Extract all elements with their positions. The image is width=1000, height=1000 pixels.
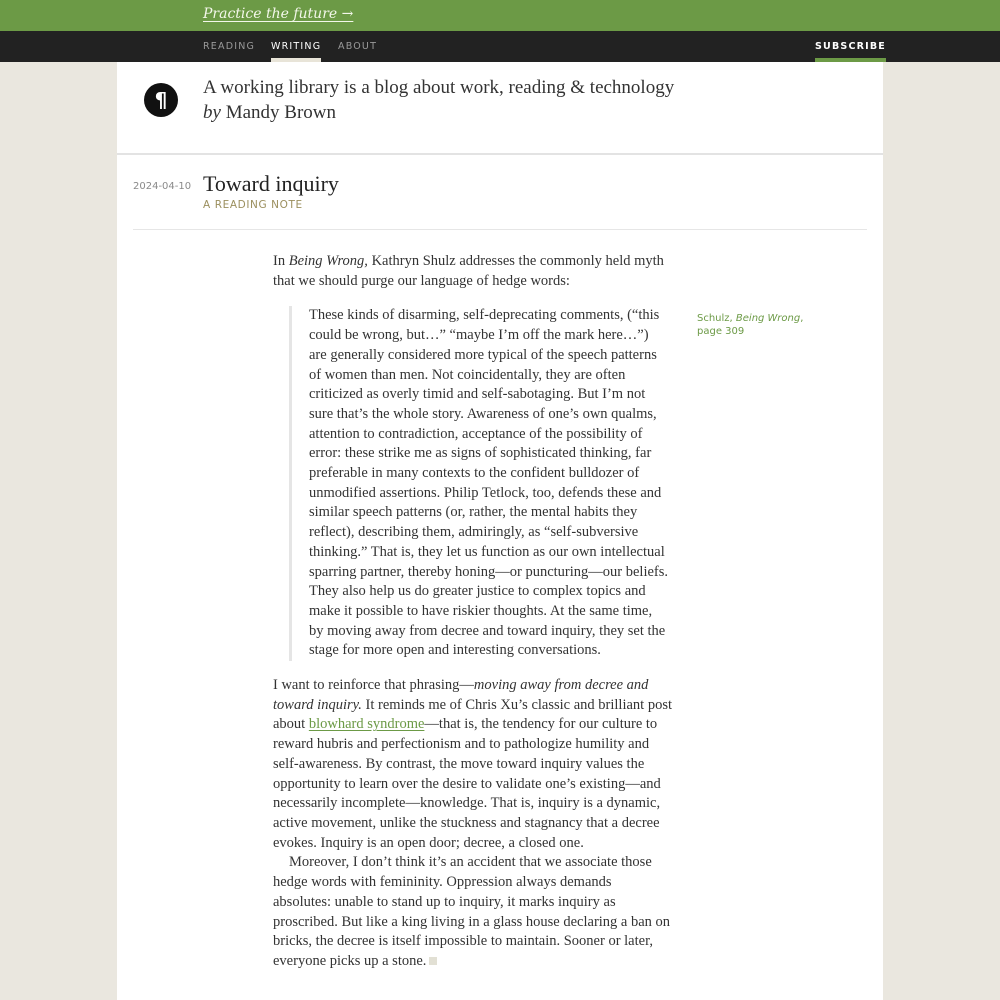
main-nav: [0, 31, 1000, 62]
end-mark-icon: [429, 957, 437, 965]
main-text-b: It reminds me of Chris Xu’s classic and brilliant post about: [273, 696, 672, 733]
pilcrow-logo-icon[interactable]: ¶: [144, 83, 178, 117]
paragraph-main: [273, 676, 673, 853]
post-header: [133, 155, 867, 230]
post-date: 2024-04-10: [133, 181, 192, 192]
citation-title: Being Wrong: [735, 313, 801, 324]
quote-citation: [697, 312, 827, 338]
practice-the-future-link[interactable]: Practice the future →: [203, 6, 354, 22]
citation-author: Schulz,: [697, 313, 736, 324]
promo-bar: [0, 0, 1000, 31]
intro-book-title: Being Wrong,: [288, 253, 368, 269]
intro-text-a: In: [273, 253, 289, 269]
masthead: [117, 62, 883, 155]
nav-reading[interactable]: READING: [203, 41, 256, 52]
paragraph-intro: [273, 252, 673, 291]
tagline-text: A working library is a blog about work, reading & technology: [203, 77, 675, 98]
nav-writing[interactable]: WRITING: [271, 31, 321, 62]
post-body: [273, 252, 673, 972]
nav-about[interactable]: ABOUT: [338, 41, 378, 52]
closing-text: Moreover, I don’t think it’s an accident that we associate those hedge words with femininity. Oppression always demands absolutes: unable to stand up to inquiry, it marks inquiry as proscribed. But like a king living in a glass house declaring a ban on bricks, the decree is itself impossible to maintain. Sooner or later, everyone picks up a stone.: [273, 854, 671, 969]
intro-text-b: Kathryn Shulz addresses the commonly held myth that we should purge our language of hedge words:: [273, 253, 664, 289]
author-name[interactable]: Mandy Brown: [225, 102, 336, 123]
citation-page: , page 309: [697, 313, 804, 337]
page-sheet: [117, 62, 883, 1000]
main-emphasis: moving away from decree and toward inquiry.: [273, 677, 649, 713]
main-text-a: I want to reinforce that phrasing—: [273, 677, 474, 694]
main-text-c: —that is, the tendency for our culture to reward hubris and perfectionism and to pathologize humility and self-awareness. By contrast, the move toward inquiry values the opportunity to learn over the desire to validate one’s existing—and necessarily incomplete—knowledge. That is, inquiry is a dynamic, active movement, unlike the stuckness and stagnancy that a decree evokes. Inquiry is an open door; decree, a closed one.: [273, 716, 661, 851]
site-tagline: [203, 75, 674, 125]
post-title: Toward inquiry: [203, 171, 339, 196]
post-kind: A READING NOTE: [203, 199, 303, 211]
blockquote: These kinds of disarming, self-deprecating comments, (“this could be wrong, but…” “maybe I’m off the mark here…”) are generally considered more typical of the speech patterns of women than men. Not coincidentally, they are often criticized as overly timid and self-sabotaging. But I’m not sure that’s the whole story. Awareness of one’s own qualms, attention to contradiction, acceptance of the possibility of error: these strike me as signs of sophisticated thinking, far preferable in many contexts to the confident bulldozer of unmodified assertions. Philip Tetlock, too, defends these and similar speech patterns (or, rather, the mental habits they reflect), describing them, admiringly, as “self-subversive thinking.” That is, they let us function as our own intellectual sparring partner, thereby honing—or puncturing—our beliefs. They also help us do greater justice to complex topics and make it possible to have riskier thoughts. At the same time, by moving away from decree and toward inquiry, they set the stage for more open and interesting conversations.: [289, 306, 669, 661]
paragraph-closing: [273, 853, 673, 971]
blowhard-syndrome-link[interactable]: blowhard syndrome: [308, 716, 425, 733]
nav-subscribe[interactable]: SUBSCRIBE: [815, 31, 886, 62]
tagline-by: by: [203, 102, 221, 123]
